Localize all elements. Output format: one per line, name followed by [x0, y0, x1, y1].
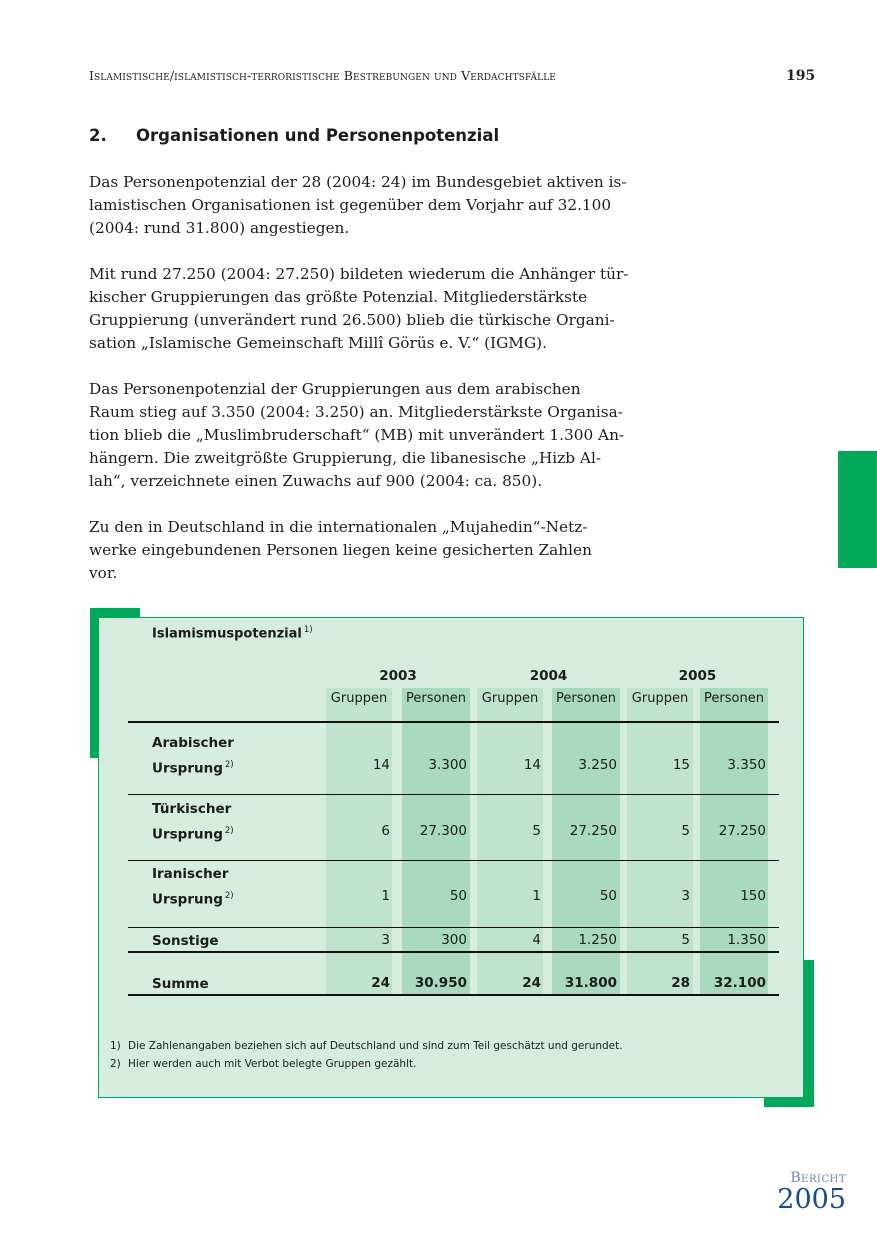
total-cell: 31.800: [564, 975, 617, 991]
page-number: 195: [786, 68, 816, 84]
paragraph: [89, 171, 649, 240]
footnote-ref: 2): [224, 891, 234, 901]
text-line: kischer Gruppierungen das größte Potenzial. Mitgliederstärkste: [89, 288, 588, 306]
row-rule: [128, 927, 779, 928]
chapter-tab: [838, 451, 877, 568]
table-cell: 6: [381, 823, 390, 839]
table-cell: 3: [681, 888, 690, 904]
total-cell: 28: [671, 975, 690, 991]
column-header: Gruppen: [481, 691, 539, 706]
total-rule: [128, 951, 779, 953]
section-title: Organisationen und Personenpotenzial: [136, 126, 500, 145]
year-header: 2005: [678, 668, 717, 684]
report-brand: [777, 1170, 846, 1214]
brand-word: Bericht: [790, 1170, 846, 1186]
footnote-mark: 2): [110, 1058, 121, 1070]
table-cell: 27.250: [718, 823, 766, 839]
table-cell: 1: [381, 888, 390, 904]
column-band-2004-gruppen: [477, 688, 543, 994]
column-band-2004-personen: [552, 688, 620, 994]
table-cell: 5: [681, 823, 690, 839]
table-cell: 1.250: [578, 932, 617, 948]
total-cell: 24: [371, 975, 390, 991]
text-line: Mit rund 27.250 (2004: 27.250) bildeten wiederum die Anhänger tür-: [89, 265, 629, 283]
table-cell: 5: [681, 932, 690, 948]
table-cell: 150: [740, 888, 766, 904]
footnote-ref: 2): [224, 760, 234, 770]
text-line: Raum stieg auf 3.350 (2004: 3.250) an. Mitgliederstärkste Organisa-: [89, 403, 623, 421]
footnotes: [110, 1037, 623, 1073]
footnote: [110, 1055, 623, 1073]
table-cell: 3.350: [727, 757, 766, 773]
table-cell: 14: [523, 757, 541, 773]
year-header: 2003: [379, 668, 417, 684]
section-heading: [89, 126, 499, 145]
text-line: sation „Islamische Gemeinschaft Millî Görüs e. V.“ (IGMG).: [89, 334, 548, 352]
paragraph: [89, 516, 649, 585]
section-number: 2.: [89, 126, 107, 145]
table-cell: 3: [381, 932, 390, 948]
brand-year: 2005: [777, 1184, 846, 1215]
text-line: Das Personenpotenzial der 28 (2004: 24) im Bundesgebiet aktiven is-: [89, 173, 627, 191]
text-line: tion blieb die „Muslimbruderschaft“ (MB) mit unverändert 1.300 An-: [89, 426, 625, 444]
row-label-line: Türkischer: [152, 801, 232, 817]
table-cell: 5: [532, 823, 541, 839]
row-label-line: Ursprung: [152, 760, 223, 777]
bottom-rule: [128, 994, 779, 996]
footnote: [110, 1037, 623, 1055]
table-cell: 27.300: [419, 823, 467, 839]
column-header: Personen: [556, 691, 616, 706]
running-head: Islamistische/islamistisch-terroristische Bestrebungen und Verdachtsfälle: [89, 68, 556, 83]
header-rule: [128, 721, 779, 723]
column-band-2005-personen: [700, 688, 768, 994]
text-line: Das Personenpotenzial der Gruppierungen aus dem arabischen: [89, 380, 581, 398]
table-cell: 300: [441, 932, 467, 948]
footnote-text: Die Zahlenangaben beziehen sich auf Deutschland und sind zum Teil geschätzt und gerundet.: [128, 1040, 623, 1052]
body-text: [89, 171, 649, 608]
total-cell: 30.950: [414, 975, 467, 991]
table-cell: 1: [532, 888, 541, 904]
row-label-line: Ursprung: [152, 891, 223, 908]
row-label: [152, 798, 234, 846]
text-line: vor.: [89, 564, 118, 582]
footnote-text: Hier werden auch mit Verbot belegte Gruppen gezählt.: [128, 1058, 417, 1070]
text-line: werke eingebundenen Personen liegen keine gesicherten Zahlen: [89, 541, 592, 559]
row-label: [152, 732, 234, 780]
table-cell: 15: [672, 757, 690, 773]
column-band-2003-personen: [402, 688, 470, 994]
table-title-text: Islamismuspotenzial: [152, 626, 302, 642]
footnote-ref: 2): [224, 826, 234, 836]
footnote-ref: 1): [303, 625, 313, 635]
column-header: Gruppen: [330, 691, 388, 706]
paragraph: [89, 263, 649, 355]
total-cell: 24: [522, 975, 541, 991]
row-label-line: Ursprung: [152, 826, 223, 843]
table-cell: 3.250: [578, 757, 617, 773]
column-header: Personen: [704, 691, 764, 706]
total-label: Summe: [152, 976, 209, 992]
column-header: Gruppen: [631, 691, 689, 706]
column-band-2003-gruppen: [326, 688, 392, 994]
table-cell: 50: [449, 888, 467, 904]
row-label-line: Iranischer: [152, 866, 229, 882]
row-label: Sonstige: [152, 933, 219, 949]
row-rule: [128, 860, 779, 861]
text-line: Gruppierung (unverändert rund 26.500) blieb die türkische Organi-: [89, 311, 615, 329]
table-cell: 1.350: [727, 932, 766, 948]
text-line: Zu den in Deutschland in die internationalen „Mujahedin“-Netz-: [89, 518, 588, 536]
total-cell: 32.100: [713, 975, 766, 991]
table-box: [98, 617, 804, 1098]
row-rule: [128, 794, 779, 795]
row-label: [152, 863, 234, 911]
table-cell: 4: [532, 932, 541, 948]
text-line: lamistischen Organisationen ist gegenüber dem Vorjahr auf 32.100: [89, 196, 612, 214]
table-cell: 14: [372, 757, 390, 773]
column-header: Personen: [406, 691, 466, 706]
paragraph: [89, 378, 649, 493]
text-line: lah“, verzeichnete einen Zuwachs auf 900 (2004: ca. 850).: [89, 472, 543, 490]
table-cell: 3.300: [428, 757, 467, 773]
table-title: [152, 625, 313, 641]
column-band-2005-gruppen: [627, 688, 693, 994]
text-line: hängern. Die zweitgrößte Gruppierung, die libanesische „Hizb Al-: [89, 449, 602, 467]
footnote-mark: 1): [110, 1040, 121, 1052]
text-line: (2004: rund 31.800) angestiegen.: [89, 219, 350, 237]
table-cell: 27.250: [569, 823, 617, 839]
table-cell: 50: [599, 888, 617, 904]
year-header: 2004: [529, 668, 568, 684]
row-label-line: Arabischer: [152, 735, 234, 751]
